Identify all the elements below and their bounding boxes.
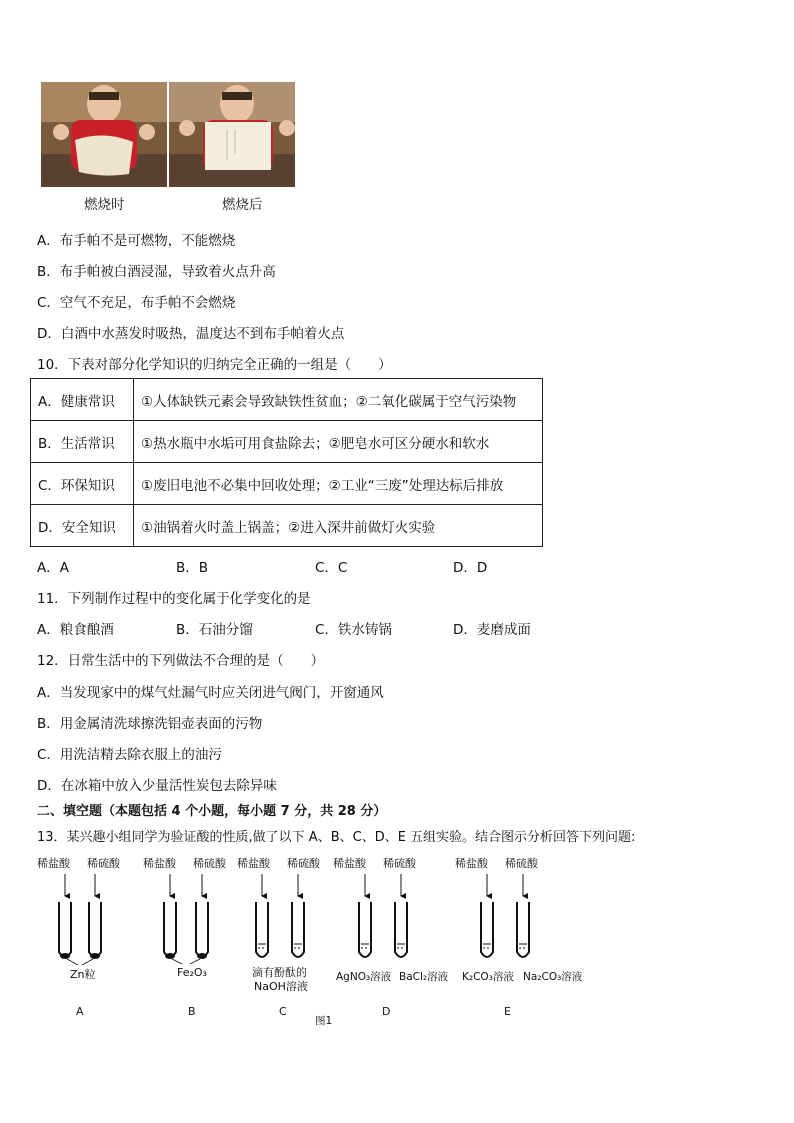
acid-label: 稀盐酸 xyxy=(333,857,366,870)
q12-option-b: B．用金属清洗球擦洗铝壶表面的污物 xyxy=(37,716,263,732)
table-row xyxy=(31,379,543,421)
table-cell-content: ①人体缺铁元素会导致缺铁性贫血；②二氧化碳属于空气污染物 xyxy=(134,379,543,421)
photo-burning xyxy=(41,82,167,187)
reagent-label: BaCl₂溶液 xyxy=(399,971,449,983)
photo-after-burning xyxy=(169,82,295,187)
acid-label: 稀盐酸 xyxy=(455,857,488,870)
q9-option-a: A．布手帕不是可燃物，不能燃烧 xyxy=(37,233,236,249)
q11-option-d: D．麦磨成面 xyxy=(453,622,531,638)
q10-option-d: D．D xyxy=(453,560,488,576)
reagent-label: AgNO₃溶液 xyxy=(336,971,392,983)
group-letter: A xyxy=(76,1005,84,1018)
reagent-label: Fe₂O₃ xyxy=(177,966,207,979)
q10-option-b: B．B xyxy=(176,560,209,576)
caption-after-burning: 燃烧后 xyxy=(222,197,263,213)
table-row xyxy=(31,505,543,547)
reagent-label: Na₂CO₃溶液 xyxy=(523,971,583,983)
reagent-label: 滴有酚酞的 xyxy=(252,966,307,979)
table-cell-label: B．生活常识 xyxy=(31,421,134,463)
q10-stem: 10．下表对部分化学知识的归纳完全正确的一组是（ ） xyxy=(37,357,392,373)
figure-label: 图1 xyxy=(315,1015,333,1027)
group-letter: D xyxy=(382,1005,391,1018)
table-cell-label: C．环保知识 xyxy=(31,463,134,505)
q12-stem: 12．日常生活中的下列做法不合理的是（ ） xyxy=(37,653,325,669)
q11-option-c: C．铁水铸锅 xyxy=(315,622,392,638)
q11-option-b: B．石油分馏 xyxy=(176,622,253,638)
acid-label: 稀盐酸 xyxy=(143,857,176,870)
q11-option-a: A．粮食酿酒 xyxy=(37,622,114,638)
reagent-label: NaOH溶液 xyxy=(254,980,308,993)
q12-option-a: A．当发现家中的煤气灶漏气时应关闭进气阀门，开窗通风 xyxy=(37,685,384,701)
table-cell-label: A．健康常识 xyxy=(31,379,134,421)
caption-burning: 燃烧时 xyxy=(84,197,125,213)
table-row xyxy=(31,463,543,505)
acid-label: 稀盐酸 xyxy=(37,857,70,870)
q10-option-a: A．A xyxy=(37,560,69,576)
q10-option-c: C．C xyxy=(315,560,348,576)
q11-stem: 11．下列制作过程中的变化属于化学变化的是 xyxy=(37,591,311,607)
table-cell-label: D．安全知识 xyxy=(31,505,134,547)
acid-label: 稀硫酸 xyxy=(383,857,416,870)
reagent-label: K₂CO₃溶液 xyxy=(462,971,514,983)
q12-option-c: C．用洗洁精去除衣服上的油污 xyxy=(37,747,222,763)
table-cell-content: ①热水瓶中水垢可用食盐除去；②肥皂水可区分硬水和软水 xyxy=(134,421,543,463)
group-letter: E xyxy=(504,1005,511,1018)
knowledge-table xyxy=(30,378,543,547)
acid-label: 稀硫酸 xyxy=(287,857,320,870)
reagent-label: Zn粒 xyxy=(70,968,96,981)
acid-label: 稀盐酸 xyxy=(237,857,270,870)
table-cell-content: ①废旧电池不必集中回收处理；②工业“三废”处理达标后排放 xyxy=(134,463,543,505)
q13-stem: 13．某兴趣小组同学为验证酸的性质,做了以下 A、B、C、D、E 五组实验。结合图示分析回答下列问题: xyxy=(37,830,636,845)
group-letter: C xyxy=(279,1005,287,1018)
acid-label: 稀硫酸 xyxy=(87,857,120,870)
q9-option-b: B．布手帕被白酒浸湿，导致着火点升高 xyxy=(37,264,276,280)
acid-label: 稀硫酸 xyxy=(505,857,538,870)
table-cell-content: ①油锅着火时盖上锅盖；②进入深井前做灯火实验 xyxy=(134,505,543,547)
experiment-figure xyxy=(30,852,650,1032)
acid-label: 稀硫酸 xyxy=(193,857,226,870)
q9-option-c: C．空气不充足，布手帕不会燃烧 xyxy=(37,295,236,311)
section-heading: 二、填空题（本题包括 4 个小题，每小题 7 分，共 28 分） xyxy=(37,804,387,819)
group-letter: B xyxy=(188,1005,196,1018)
table-row xyxy=(31,421,543,463)
q9-option-d: D．白酒中水蒸发时吸热，温度达不到布手帕着火点 xyxy=(37,326,345,342)
q12-option-d: D．在冰箱中放入少量活性炭包去除异味 xyxy=(37,778,277,794)
